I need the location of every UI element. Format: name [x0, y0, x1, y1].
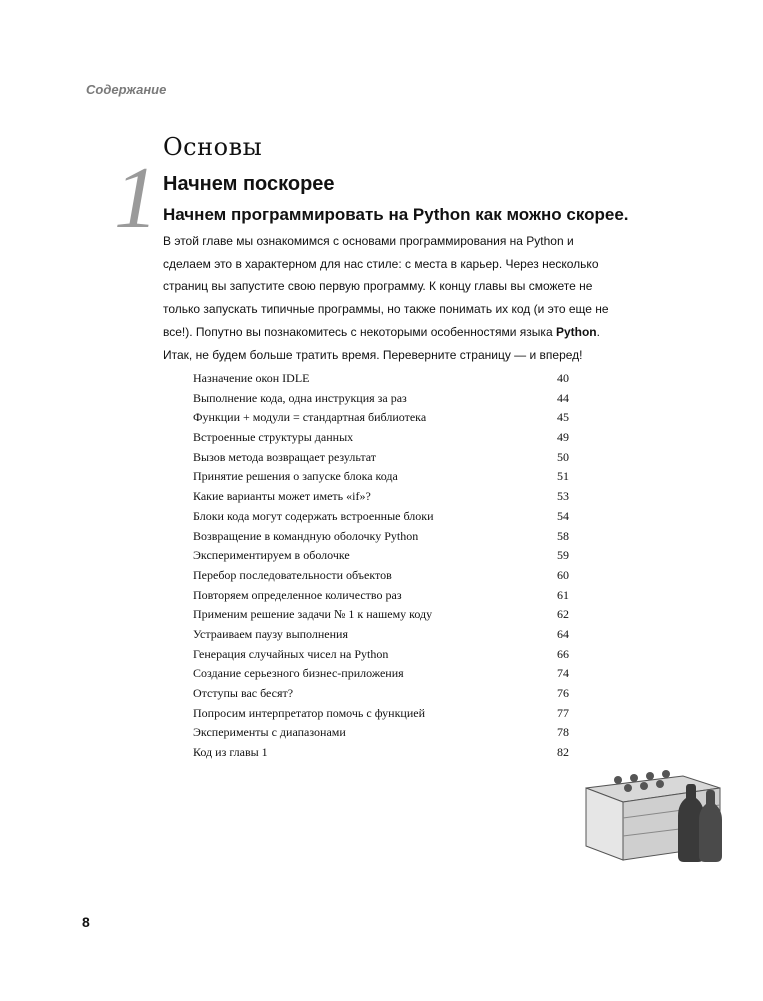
chapter-subtitle: Начнем программировать на Python как можно скорее.	[163, 205, 629, 224]
toc-entry	[193, 428, 569, 448]
toc-entry-page: 77	[557, 705, 569, 720]
toc-entry-page: 60	[557, 567, 569, 582]
toc-entry-title: Назначение окон IDLE	[193, 371, 310, 385]
running-header: Содержание	[86, 82, 167, 97]
toc-entry-page: 59	[557, 548, 569, 563]
toc-entry	[193, 586, 569, 606]
toc-entry	[193, 723, 569, 743]
toc-entry	[193, 546, 569, 566]
toc-entry	[193, 527, 569, 547]
toc-entry-title: Возвращение в командную оболочку Python	[193, 528, 419, 543]
intro-text-2: . Итак, не будем больше тратить время. Переверните страницу — и вперед!	[163, 324, 600, 362]
chapter-title: Начнем поскорее	[163, 173, 335, 195]
toc-entry-title: Создание серьезного бизнес-приложения	[193, 666, 404, 681]
chapter-intro	[163, 230, 613, 366]
chapter-name: Основы	[163, 133, 263, 161]
toc-entry-title: Генерация случайных чисел на Python	[193, 646, 389, 661]
toc-entry-page: 44	[557, 390, 569, 405]
toc-entry-page: 58	[557, 528, 569, 543]
toc-entry	[193, 369, 569, 389]
toc-entry	[193, 507, 569, 527]
toc-entry	[193, 625, 569, 645]
toc-entry-page: 78	[557, 725, 569, 740]
chapter-number: 1	[114, 150, 158, 247]
toc-entry	[193, 467, 569, 487]
toc-entry	[193, 704, 569, 724]
toc-entry-title: Эксперименты с диапазонами	[193, 725, 346, 740]
toc-entry-title: Какие варианты может иметь «if»?	[193, 489, 371, 504]
toc-entry	[193, 743, 569, 763]
toc-entry-page: 74	[557, 666, 569, 681]
toc-entry-title: Встроенные структуры данных	[193, 430, 354, 445]
toc-entry	[193, 645, 569, 665]
toc-entry	[193, 408, 569, 428]
toc-entry	[193, 605, 569, 625]
toc-entry-page: 51	[557, 469, 569, 484]
toc-entry-page: 49	[557, 430, 569, 445]
toc-entry-title: Устраиваем паузу выполнения	[193, 626, 348, 641]
toc-entry-page: 61	[557, 587, 569, 602]
toc-entry-page: 50	[557, 449, 569, 464]
toc-entry-title: Код из главы 1	[193, 745, 268, 760]
toc-entry-page: 66	[557, 646, 569, 661]
toc-entry-title: Повторяем определенное количество раз	[193, 587, 402, 602]
toc-entry-title: Перебор последовательности объектов	[193, 567, 392, 582]
toc-entry-page: 64	[557, 626, 569, 641]
toc-entry	[193, 684, 569, 704]
toc-entry	[193, 389, 569, 409]
table-of-contents	[193, 369, 569, 763]
toc-entry	[193, 664, 569, 684]
toc-entry-title: Применим решение задачи № 1 к нашему коду	[193, 607, 433, 622]
toc-entry-title: Функции + модули = стандартная библиотека	[193, 410, 427, 425]
toc-entry	[193, 566, 569, 586]
toc-entry-title: Блоки кода могут содержать встроенные блоки	[193, 508, 434, 523]
toc-entry-title: Принятие решения о запуске блока кода	[193, 469, 398, 484]
crate-illustration	[578, 748, 728, 868]
intro-bold-python: Python	[555, 324, 597, 339]
intro-text-1: В этой главе мы ознакомимся с основами программирования на Python и сделаем это в характерном для нас стиле: с места в карьер. Через несколько страниц вы запустите свою первую программу. К концу главы вы сможете не только запускать типичные программы, но также понимать их код (и это еще не все!). Попутно вы познакомитесь с некоторыми особенностями языка	[163, 234, 609, 339]
toc-entry	[193, 448, 569, 468]
toc-entry-title: Экспериментируем в оболочке	[193, 548, 350, 563]
toc-entry-page: 82	[557, 745, 569, 760]
toc-entry-title: Попросим интерпретатор помочь с функцией	[193, 705, 426, 720]
toc-entry	[193, 487, 569, 507]
toc-entry-page: 54	[557, 508, 569, 523]
toc-entry-title: Выполнение кода, одна инструкция за раз	[193, 390, 407, 405]
toc-entry-page: 40	[557, 371, 569, 385]
toc-entry-page: 53	[557, 489, 569, 504]
toc-entry-page: 62	[557, 607, 569, 622]
toc-entry-page: 45	[557, 410, 569, 425]
toc-entry-title: Вызов метода возвращает результат	[193, 449, 377, 464]
page-number: 8	[82, 914, 90, 930]
toc-entry-title: Отступы вас бесят?	[193, 686, 294, 700]
toc-entry-page: 76	[557, 686, 569, 700]
